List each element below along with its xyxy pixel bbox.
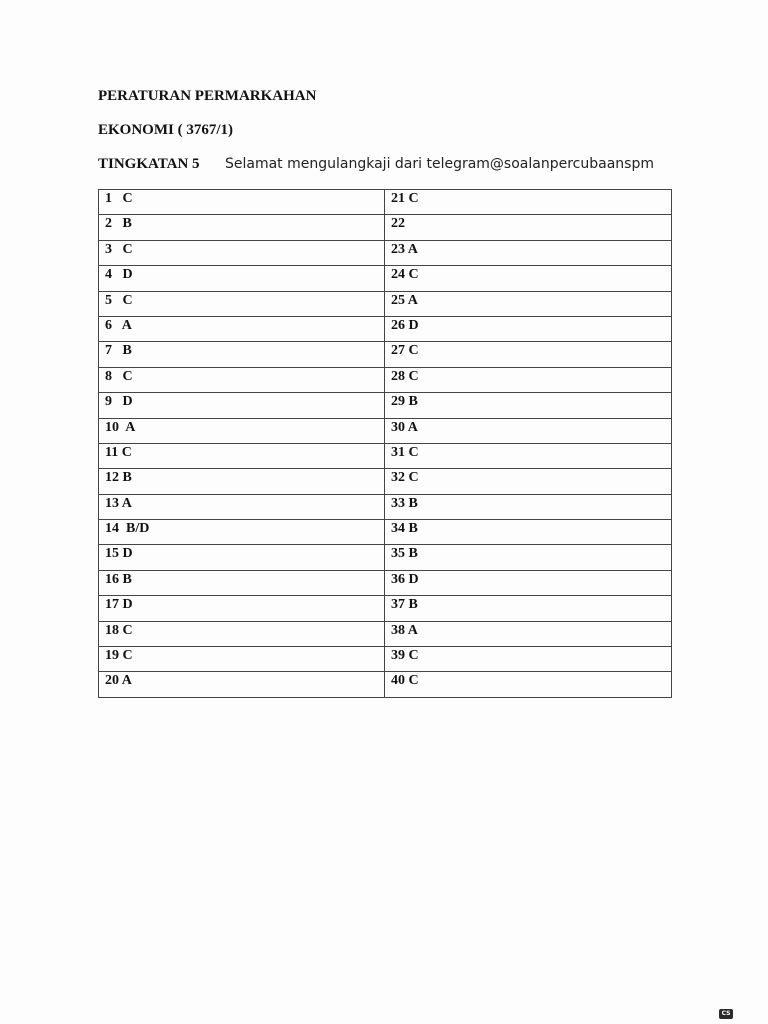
answer-cell-left: 20 A bbox=[99, 672, 385, 697]
answer-cell-right: 39 C bbox=[385, 647, 672, 672]
document-title: PERATURAN PERMARKAHAN bbox=[98, 88, 317, 104]
answer-cell-right: 27 C bbox=[385, 342, 672, 367]
answer-cell-left: 14 B/D bbox=[99, 520, 385, 545]
answer-cell-right: 29 B bbox=[385, 393, 672, 418]
answer-cell-left: 18 C bbox=[99, 621, 385, 646]
answer-row bbox=[99, 215, 672, 240]
answer-row bbox=[99, 418, 672, 443]
answer-row bbox=[99, 494, 672, 519]
answer-cell-left: 4 D bbox=[99, 266, 385, 291]
answer-cell-left: 11 C bbox=[99, 443, 385, 468]
answer-row bbox=[99, 190, 672, 215]
answer-cell-right: 23 A bbox=[385, 240, 672, 265]
answer-row bbox=[99, 545, 672, 570]
answer-cell-right: 28 C bbox=[385, 367, 672, 392]
answer-cell-right: 38 A bbox=[385, 621, 672, 646]
telegram-note: Selamat mengulangkaji dari telegram@soalanpercubaanspm bbox=[225, 156, 654, 172]
answer-cell-right: 30 A bbox=[385, 418, 672, 443]
answer-cell-right: 35 B bbox=[385, 545, 672, 570]
answer-cell-right: 32 C bbox=[385, 469, 672, 494]
answer-cell-right: 33 B bbox=[385, 494, 672, 519]
answer-cell-right: 37 B bbox=[385, 596, 672, 621]
answer-cell-right: 34 B bbox=[385, 520, 672, 545]
answer-row bbox=[99, 621, 672, 646]
answer-cell-left: 7 B bbox=[99, 342, 385, 367]
form-level: TINGKATAN 5 bbox=[98, 156, 200, 172]
answer-row bbox=[99, 240, 672, 265]
answer-row bbox=[99, 596, 672, 621]
answer-cell-left: 5 C bbox=[99, 291, 385, 316]
answer-row bbox=[99, 266, 672, 291]
answer-cell-left: 15 D bbox=[99, 545, 385, 570]
answer-cell-left: 2 B bbox=[99, 215, 385, 240]
answer-cell-left: 6 A bbox=[99, 316, 385, 341]
answer-row bbox=[99, 342, 672, 367]
answer-row bbox=[99, 647, 672, 672]
camscanner-logo-icon: CS bbox=[719, 1009, 733, 1019]
answer-cell-right: 25 A bbox=[385, 291, 672, 316]
answer-cell-right: 24 C bbox=[385, 266, 672, 291]
answer-row bbox=[99, 672, 672, 697]
answer-row bbox=[99, 291, 672, 316]
answer-cell-left: 1 C bbox=[99, 190, 385, 215]
answer-cell-right: 36 D bbox=[385, 570, 672, 595]
answer-row bbox=[99, 393, 672, 418]
answer-row bbox=[99, 469, 672, 494]
answer-row bbox=[99, 520, 672, 545]
answer-cell-left: 9 D bbox=[99, 393, 385, 418]
answer-row bbox=[99, 570, 672, 595]
answer-cell-left: 3 C bbox=[99, 240, 385, 265]
answer-cell-left: 13 A bbox=[99, 494, 385, 519]
answer-cell-left: 19 C bbox=[99, 647, 385, 672]
answer-row bbox=[99, 367, 672, 392]
answer-cell-left: 17 D bbox=[99, 596, 385, 621]
answer-row bbox=[99, 443, 672, 468]
answer-cell-right: 22 bbox=[385, 215, 672, 240]
answer-row bbox=[99, 316, 672, 341]
answer-key-body bbox=[99, 190, 672, 698]
subject-code: EKONOMI ( 3767/1) bbox=[98, 122, 233, 138]
answer-cell-right: 40 C bbox=[385, 672, 672, 697]
answer-cell-left: 8 C bbox=[99, 367, 385, 392]
answer-cell-right: 26 D bbox=[385, 316, 672, 341]
answer-cell-left: 12 B bbox=[99, 469, 385, 494]
answer-key-table bbox=[98, 189, 672, 698]
answer-cell-right: 31 C bbox=[385, 443, 672, 468]
answer-cell-left: 16 B bbox=[99, 570, 385, 595]
answer-cell-right: 21 C bbox=[385, 190, 672, 215]
answer-cell-left: 10 A bbox=[99, 418, 385, 443]
